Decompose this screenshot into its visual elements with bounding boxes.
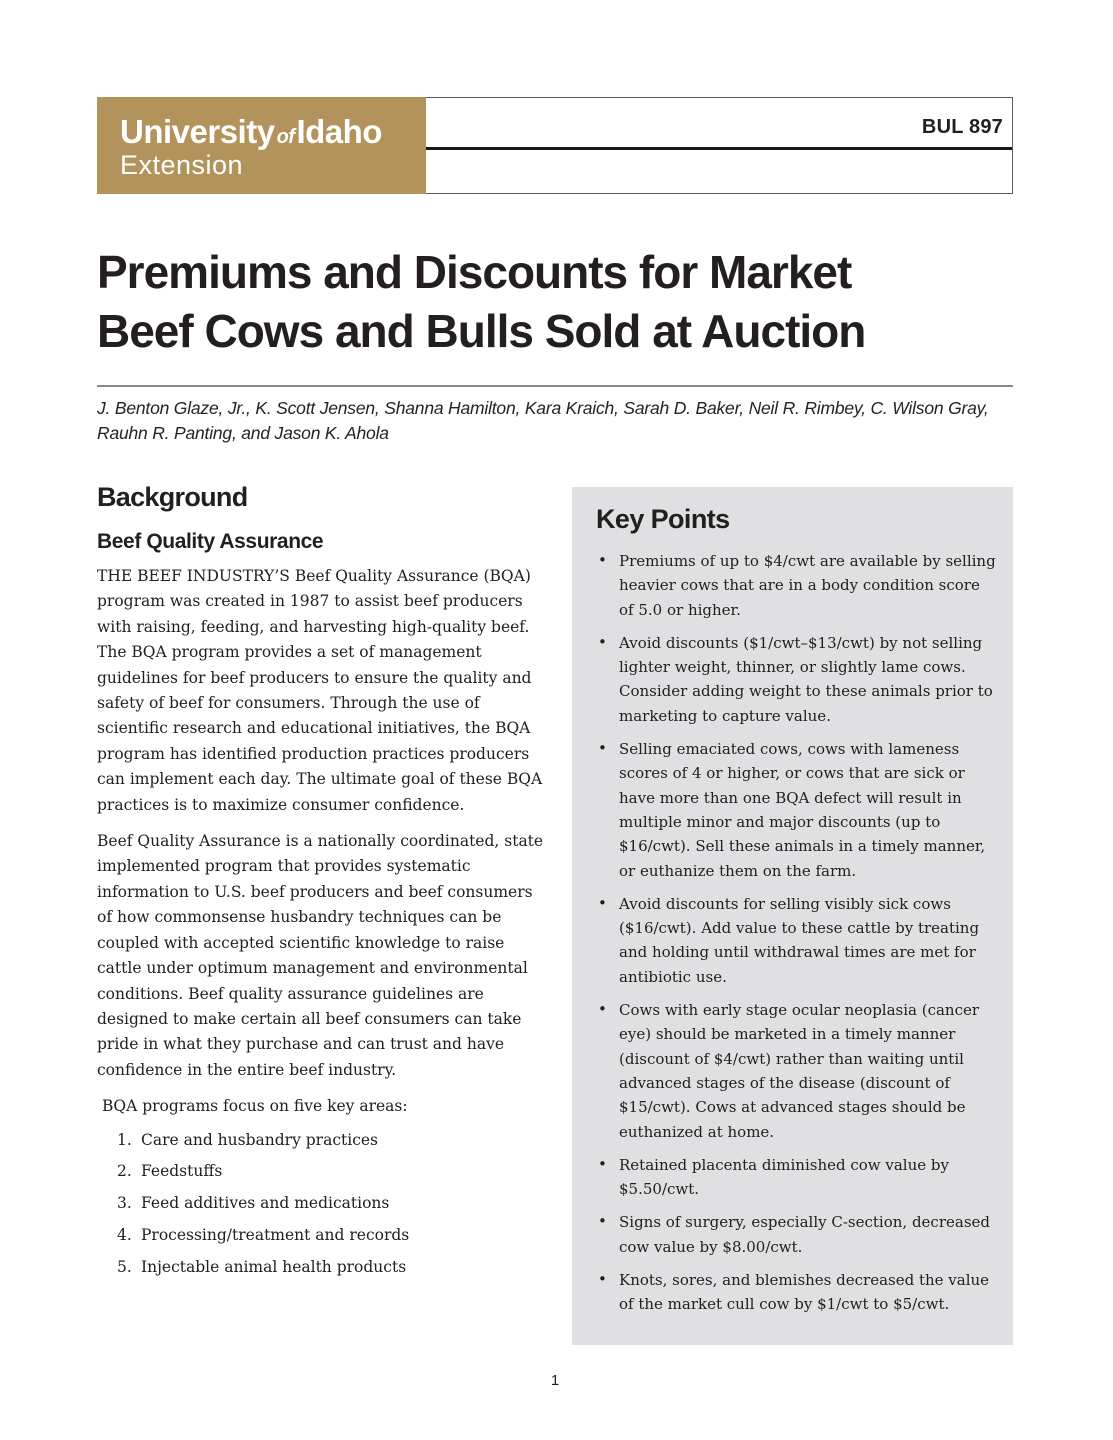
key-point-item bbox=[596, 549, 996, 622]
beef-quality-assurance-subheading: Beef Quality Assurance bbox=[97, 530, 324, 553]
title-divider-rule bbox=[97, 385, 1013, 387]
numbered-list-item bbox=[97, 1159, 549, 1184]
numbered-list-item bbox=[97, 1128, 549, 1153]
bullet-icon: • bbox=[598, 1000, 607, 1019]
key-point-text: Signs of surgery, especially C-section, decreased cow value by $8.00/cwt. bbox=[619, 1213, 991, 1256]
background-paragraphs bbox=[97, 564, 549, 1083]
bullet-icon: • bbox=[598, 1212, 607, 1231]
body-paragraph: Beef Quality Assurance is a nationally coordinated, state implemented program that provides systematic information to U.S. beef producers and beef consumers of how commonsense husbandry techniques can be coupled with accepted scientific knowledge to raise cattle under optimum management and environmental conditions. Beef quality assurance guidelines are designed to make certain all beef consumers can take pride in what they purchase and can trust and have confidence in the entire beef industry. bbox=[97, 832, 544, 1079]
university-of-idaho-extension-logo bbox=[97, 97, 426, 194]
key-points-heading: Key Points bbox=[596, 504, 730, 534]
background-heading: Background bbox=[97, 482, 248, 512]
key-point-item bbox=[596, 737, 996, 883]
logo-idaho: Idaho bbox=[296, 113, 382, 150]
key-point-text: Avoid discounts for selling visibly sick cows ($16/cwt). Add value to these cattle by treating and holding until withdrawal times are met for antibiotic use. bbox=[619, 894, 980, 986]
key-point-text: Retained placenta diminished cow value by $5.50/cwt. bbox=[619, 1155, 949, 1199]
logo-wordmark bbox=[120, 115, 426, 154]
key-point-item bbox=[596, 631, 996, 728]
bullet-icon: • bbox=[598, 1154, 607, 1173]
key-point-item bbox=[596, 1268, 996, 1317]
list-item-number: 3. bbox=[117, 1194, 132, 1213]
numbered-list-item bbox=[97, 1255, 549, 1280]
key-point-text: Avoid discounts ($1/cwt–$13/cwt) by not selling lighter weight, thinner, or slightly lame cows. Consider adding weight to these animals prior to marketing to capture value. bbox=[619, 633, 993, 725]
bullet-icon: • bbox=[598, 739, 607, 758]
list-item-text: Feed additives and medications bbox=[141, 1194, 390, 1213]
key-point-item bbox=[596, 1153, 996, 1202]
page-number: 1 bbox=[550, 1372, 560, 1389]
key-point-text: Selling emaciated cows, cows with lameness scores of 4 or higher, or cows that are sick or have more than one BQA defect will result in multiple minor and major discounts (up to $16/cwt). Sell these animals in a timely manner, or euthanize them on the farm. bbox=[619, 740, 986, 880]
logo-of: of bbox=[276, 126, 295, 148]
key-point-text: Knots, sores, and blemishes decreased the value of the market cull cow by $1/cwt to $5/cwt. bbox=[619, 1271, 990, 1314]
key-areas-intro: BQA programs focus on five key areas: bbox=[102, 1097, 408, 1116]
list-item-number: 5. bbox=[117, 1258, 132, 1277]
logo-extension: Extension bbox=[120, 150, 244, 180]
list-item-text: Processing/treatment and records bbox=[141, 1226, 410, 1245]
masthead-divider-line bbox=[425, 147, 1012, 150]
key-point-text: Cows with early stage ocular neoplasia (cancer eye) should be marketed in a timely manner (discount of $4/cwt) rather than waiting until advanced stages of the disease (discount of $15/cwt). Cows at advanced stages should be euthanized at home. bbox=[619, 1001, 980, 1141]
list-item-text: Care and husbandry practices bbox=[141, 1130, 379, 1149]
logo-university: University bbox=[120, 113, 275, 150]
numbered-list-item bbox=[97, 1223, 549, 1248]
key-points-list bbox=[596, 549, 996, 1317]
bullet-icon: • bbox=[598, 893, 607, 912]
key-points-box bbox=[572, 487, 1013, 1345]
list-item-text: Feedstuffs bbox=[141, 1162, 223, 1181]
numbered-list-item bbox=[97, 1191, 549, 1216]
list-item-number: 1. bbox=[117, 1130, 132, 1149]
document-title bbox=[97, 243, 1013, 361]
bullet-icon: • bbox=[598, 1270, 607, 1289]
title-line-1: Premiums and Discounts for Market bbox=[97, 246, 852, 298]
list-item-text: Injectable animal health products bbox=[141, 1258, 407, 1277]
bqa-key-areas-list bbox=[97, 1128, 549, 1281]
background-section bbox=[97, 481, 549, 1287]
key-point-item bbox=[596, 998, 996, 1144]
body-paragraph: THE BEEF INDUSTRY’S Beef Quality Assurance (BQA) program was created in 1987 to assist beef producers with raising, feeding, and harvesting high-quality beef. The BQA program provides a set of management guidelines for beef producers to ensure the quality and safety of beef for consumers. Through the use of scientific research and educational initiatives, the BQA program has identified production practices producers can implement each day. The ultimate goal of these BQA practices is to maximize consumer confidence. bbox=[97, 567, 543, 814]
authors-byline: J. Benton Glaze, Jr., K. Scott Jensen, Shanna Hamilton, Kara Kraich, Sarah D. Baker, Neil R. Rimbey, C. Wilson Gray, Rauhn R. Panting, and Jason K. Ahola bbox=[97, 398, 989, 443]
key-point-text: Premiums of up to $4/cwt are available by selling heavier cows that are in a body condition score of 5.0 or higher. bbox=[619, 552, 996, 619]
title-line-2: Beef Cows and Bulls Sold at Auction bbox=[97, 305, 866, 357]
key-point-item bbox=[596, 892, 996, 989]
masthead bbox=[97, 97, 1013, 194]
list-item-number: 2. bbox=[117, 1162, 132, 1181]
bullet-icon: • bbox=[598, 632, 607, 651]
bulletin-number: BUL 897 bbox=[921, 116, 1003, 138]
list-item-number: 4. bbox=[117, 1226, 132, 1245]
key-point-item bbox=[596, 1210, 996, 1259]
bullet-icon: • bbox=[598, 551, 607, 569]
